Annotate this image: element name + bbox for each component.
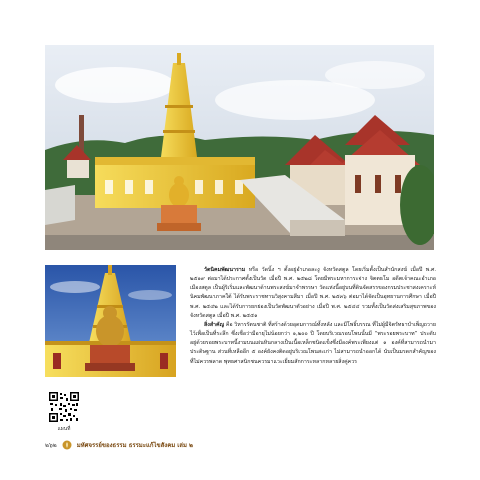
page-number: ๒๖๒ xyxy=(45,442,57,449)
book-title: มหัศจรรย์ของธรรม ธรรมะแก้ไขสังคม เล่ม ๒ xyxy=(76,442,193,449)
qr-code[interactable] xyxy=(48,391,80,423)
highlight-label: สิ่งสำคัญ xyxy=(204,321,225,328)
temple-photo-main xyxy=(45,45,434,250)
page-footer xyxy=(45,438,193,452)
pagoda-photo xyxy=(45,265,176,377)
article-body xyxy=(190,266,436,367)
qr-caption: แผนที่ xyxy=(57,426,71,432)
paragraph-highlight-text: คือ วิหารรัตนชาติ ที่สร้างด้วยอุดมการณ์ทั้งหลัง และมีโพธิ์บรรณ ที่ไม่ผู้มีจิตรัทธาบำเพ็ญถวายไว้เพื่อเป็นที่ระลึก ซึ่งเชื่อว่ามีอายุไม่น้อยกว่า ๑,๒๐๐ ปี โดยบริเวณรอบโพนนั้นมี “พระรอยพระบาท” ประดับอยู่ด้วยรอยพระบาทนี้งามบนแผ่นหินกลางเป็นเนื้อเหล็กชนิดแข็งซึ่งมีองค์พระเพียงแต่ ๑ องค์ที่สามารถนำมาประดิษฐาน ส่วนที่เหลืออีก ๕ องค์ยังคงติดอยู่บริเวณโพนสะเก่า ไม่สามารถนำออกได้ นับเป็นมรดกสำคัญของที่ไม่ควรพลาด พุทธศาสนิกชนควรมาแวะเยี่ยมสักการะหลากหลายสิ่งคู่ควร xyxy=(190,321,436,365)
paragraph-highlight xyxy=(190,321,436,367)
paragraph-history xyxy=(190,266,436,321)
paragraph-history-text: หรือ วัดนิ้ง ฯ ตั้งอยู่อำเภอละงู จังหวัดสตูล โดยเริ่มตั้งเป็นสำนักสงฆ์ เมื่อปี พ.ศ. ๒๕๑๙ ต่อมาได้ประกาศตั้งเป็นวัด เมื่อปี พ.ศ. ๒๕๒๘ โดยมีพระมหาการะจ่าง จิตตธโม อดีตเจ้าคณะอำเภอเมืองสตูล เป็นผู้ริเริ่มและพัฒนาด้านพระสงฆ์มาจำพรรษา วัดแห่งนี้อยู่บนที่ดินจัดสรรของกรมประชาสงเคราะห์นิคมพัฒนาภาคใต้ ได้รับพระราชทานวิสุงคามสีมา เมื่อปี พ.ศ. ๒๕๓๖ ต่อมาได้จัดเป็นอุทยานการศึกษา เมื่อปี พ.ศ. ๒๕๔๒ และได้รับการยกย่องเป็นวัดพัฒนาตัวอย่าง เมื่อปี พ.ศ. ๒๕๔๔ รวมทั้งเป็นวัดส่งเสริมสุขภาพของจังหวัดสตูล เมื่อปี พ.ศ. ๒๕๕๑ xyxy=(190,267,437,319)
lotus-icon xyxy=(62,440,72,450)
temple-name: วัดนิคมพัฒนาราม xyxy=(204,267,246,273)
